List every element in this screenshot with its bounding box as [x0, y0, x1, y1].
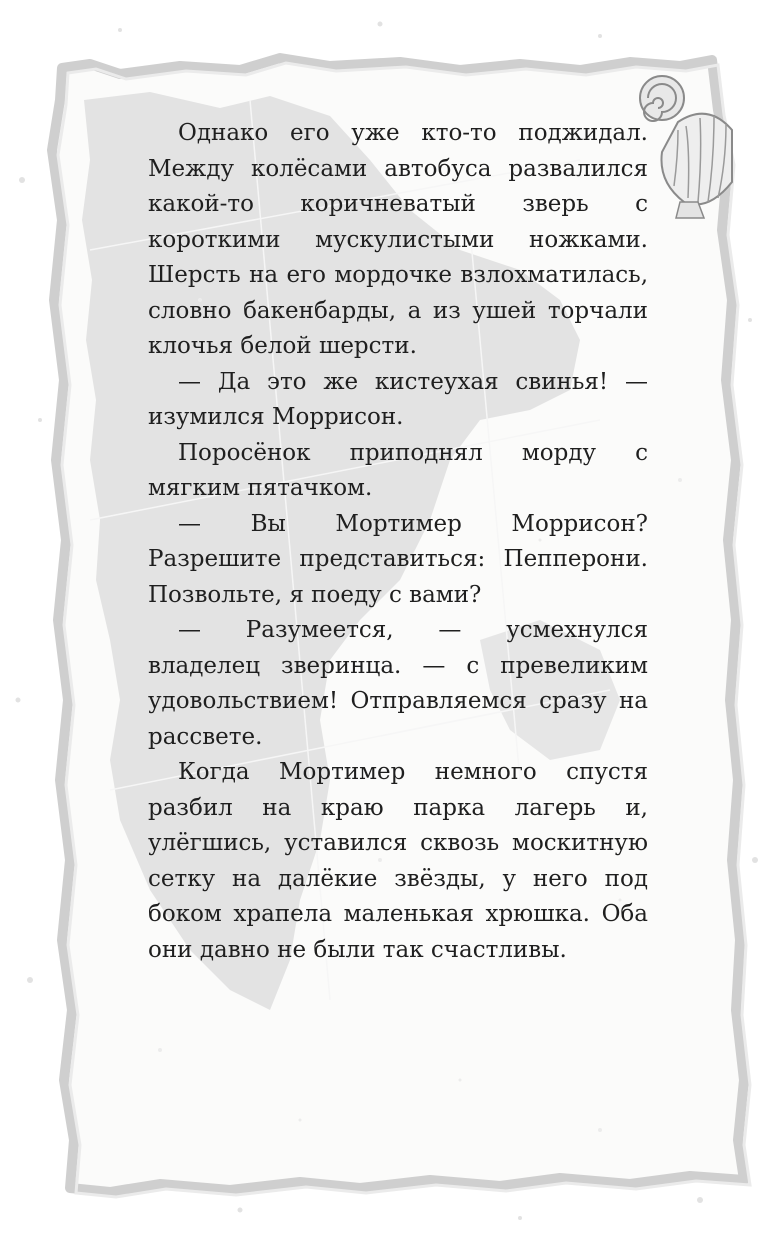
paragraph: Поросёнок приподнял морду с мягким пятачком. [148, 439, 648, 501]
paragraph: — Да это же кистеухая свинья! — изумился Моррисон. [148, 368, 648, 430]
paragraph: — Вы Мортимер Моррисон? Разрешите представиться: Пепперони. Позвольте, я поеду с вами? [148, 510, 648, 608]
paragraph: Однако его уже кто-то поджидал. Между колёсами автобуса развалился какой-то коричневатый зверь с короткими мускулистыми ножками. Шерсть на его мордочке взлохматилась, словно бакенбарды, а из ушей торчали клочья белой шерсти. [148, 120, 648, 359]
paragraph: — Разумеется, — усмехнулся владелец зверинца. — с превеликим удовольствием! Отправляемся сразу на рассвете. [148, 617, 648, 750]
story-text [148, 116, 648, 968]
paragraph: Когда Мортимер немного спустя разбил на краю парка лагерь и, улёгшись, уставился сквозь москитную сетку на далёкие звёзды, у него под боком храпела маленькая хрюшка. Оба они давно не были так счастливы. [148, 759, 648, 963]
